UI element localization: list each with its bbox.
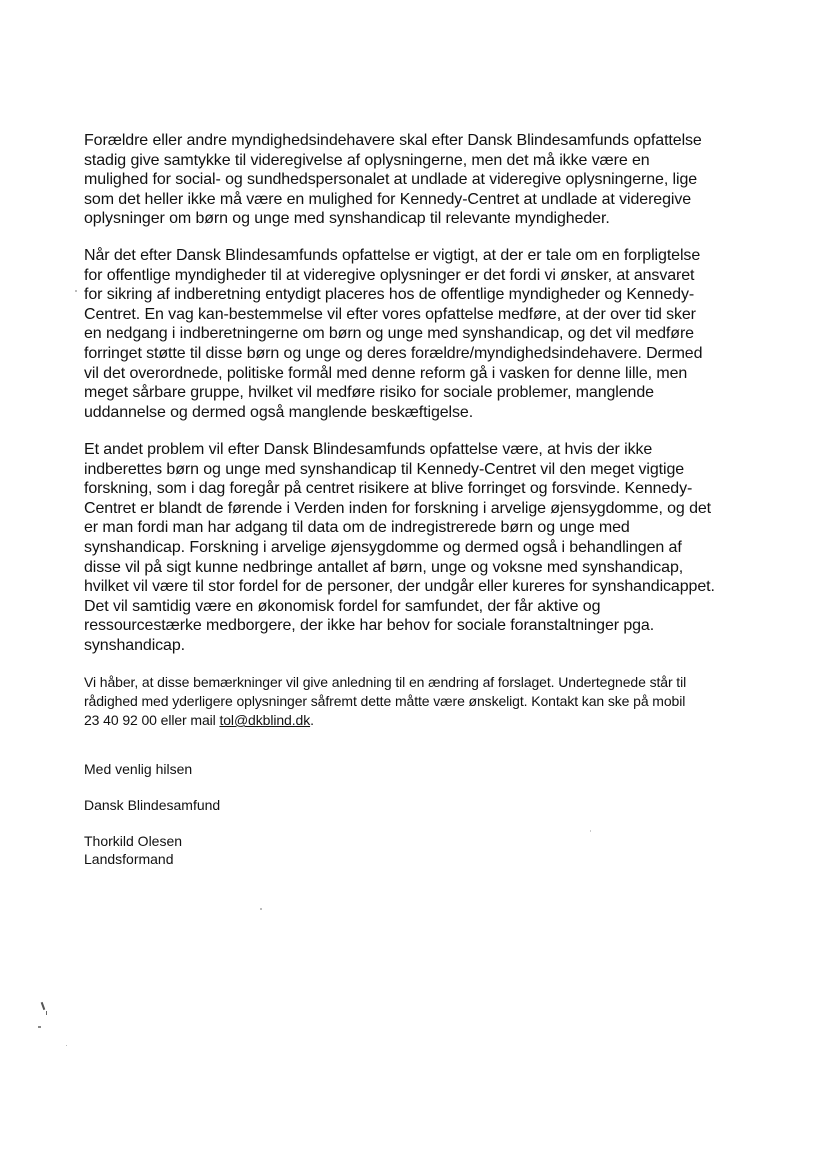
sender-organization: Dansk Blindesamfund — [84, 797, 221, 813]
paragraph-obligation — [84, 246, 764, 422]
paragraph-research — [84, 440, 764, 656]
paragraph-consent — [84, 131, 764, 229]
signer-title: Landsformand — [84, 851, 174, 867]
contact-line — [84, 711, 774, 730]
text-line: er man fordi man har adgang til data om de indregistrerede børn og unge med — [84, 519, 630, 537]
scan-speck — [66, 1045, 67, 1046]
text-line: en nedgang i indberetningerne om børn og unge med synshandicap, og det vil medføre — [84, 325, 694, 343]
paragraph-contact — [84, 673, 774, 730]
text-line: som det heller ikke må være en mulighed for Kennedy-Centret at undlade at videregive — [84, 190, 692, 208]
text-line: for sikring af indberetning entydigt placeres hos de offentlige myndigheder og Kennedy- — [84, 286, 695, 304]
text-line: Vi håber, at disse bemærkninger vil give anledning til en ændring af forslaget. Undertegnede står til — [84, 674, 687, 690]
scan-speck — [260, 908, 262, 910]
text-line: Det vil samtidig være en økonomisk fordel for samfundet, der får aktive og — [84, 597, 601, 615]
text-line: Når det efter Dansk Blindesamfunds opfattelse er vigtigt, at der er tale om en forpligtelse — [84, 247, 701, 264]
text-line: disse vil på sigt kunne nedbringe antallet af børn, unge og voksne med synshandicap, — [84, 558, 684, 576]
text-line: mulighed for social- og sundhedspersonalet at undlade at videregive oplysningerne, lige — [84, 171, 698, 189]
text-line: stadig give samtykke til videregivelse af oplysningerne, men det må ikke være en — [84, 151, 650, 169]
text-line: indberettes børn og unge med synshandicap til Kennedy-Centret vil den meget vigtige — [84, 460, 685, 478]
text-line: forringet støtte til disse børn og unge og deres forældre/myndighedsindehavere. Dermed — [84, 344, 703, 362]
scan-speck — [38, 1026, 41, 1028]
text-line: for offentlige myndigheder til at videregive oplysninger er det fordi vi ønsker, at ansvaret — [84, 266, 695, 284]
text-line: meget sårbare gruppe, hvilket vil medføre risiko for sociale problemer, manglende — [84, 384, 654, 402]
text-line: forskning, som i dag foregår på centret risikere at blive forringet og forsvinde. Kennedy- — [84, 480, 693, 498]
text-line: oplysninger om børn og unge med synshandicap til relevante myndigheder. — [84, 210, 610, 228]
email-link[interactable]: tol@dkblind.dk — [219, 712, 311, 728]
contact-suffix: . — [310, 712, 314, 728]
text-line: Centret er blandt de førende i Verden inden for forskning i arvelige øjensygdomme, og det — [84, 499, 712, 517]
signer-name: Thorkild Olesen — [84, 833, 183, 849]
text-line: vil det overordnede, politiske formål med denne reform gå i vasken for denne lille, men — [84, 364, 688, 382]
text-line: synshandicap. Forskning i arvelige øjensygdomme og dermed også i behandlingen af — [84, 538, 682, 556]
scan-speck — [46, 1011, 47, 1015]
scan-speck — [41, 1002, 46, 1010]
scan-speck — [75, 290, 77, 292]
scan-speck — [590, 830, 591, 832]
text-line: synshandicap. — [84, 636, 185, 654]
closing-greeting: Med venlig hilsen — [84, 761, 193, 777]
text-line: hvilket vil være til stor fordel for de personer, der undgår eller kureres for synshandicappet. — [84, 578, 715, 596]
text-line: Forældre eller andre myndighedsindehavere skal efter Dansk Blindesamfunds opfattelse — [84, 132, 702, 149]
contact-prefix: 23 40 92 00 eller mail — [84, 712, 220, 728]
text-line: Et andet problem vil efter Dansk Blindesamfunds opfattelse være, at hvis der ikke — [84, 441, 653, 458]
text-line: Centret. En vag kan-bestemmelse vil efter vores opfattelse medføre, at der over tid sker — [84, 305, 696, 323]
text-line: ressourcestærke medborgere, der ikke har behov for sociale foranstaltninger pga. — [84, 617, 655, 635]
text-line: rådighed med yderligere oplysninger såfremt dette måtte være ønskeligt. Kontakt kan ske på mobil — [84, 693, 686, 709]
text-line: uddannelse og dermed også manglende beskæftigelse. — [84, 403, 474, 421]
